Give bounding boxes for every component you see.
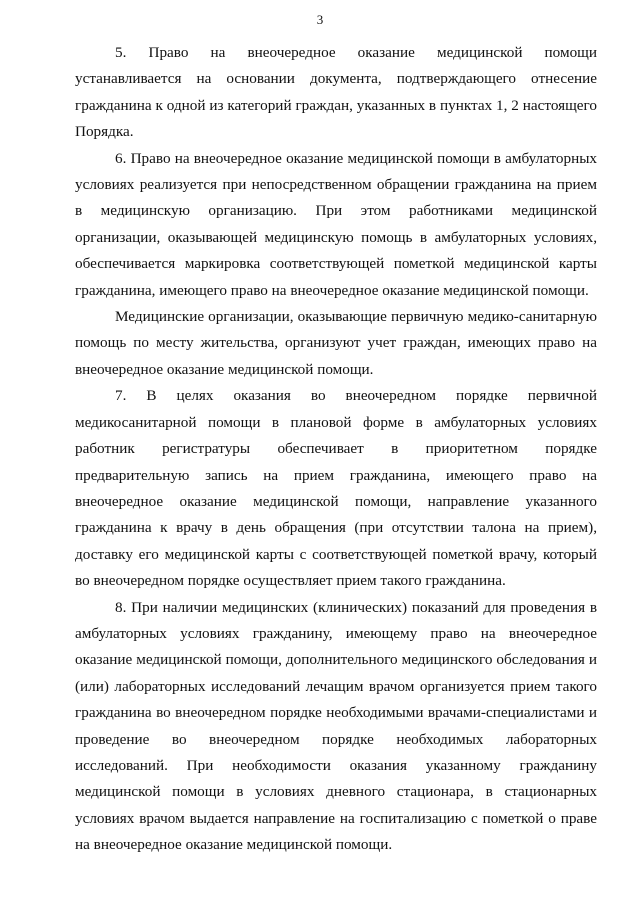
page-number: 3	[316, 12, 324, 27]
paragraph-item-7: 7. В целях оказания во внеочередном порядке первичной медикосанитарной помощи в плановой форме в амбулаторных условиях работник регистратуры обеспечивает в приоритетном порядке предварительную запись на прием гражданина, имеющего право на внеочередное оказание медицинской помощи, направление указанного гражданина к врачу в день обращения (при отсутствии талона на прием), доставку его медицинской карты с соответствующей пометкой врачу, который во внеочередном порядке осуществляет прием такого гражданина.	[75, 387, 597, 590]
paragraph-item-6: 6. Право на внеочередное оказание медицинской помощи в амбулаторных условиях реализуется при непосредственном обращении гражданина на прием в медицинскую организацию. При этом работниками медицинской организации, оказывающей медицинскую помощь в амбулаторных условиях, обеспечивается маркировка соответствующей пометкой медицинской карты гражданина, имеющего право на внеочередное оказание медицинской помощи.	[75, 149, 597, 299]
document-body	[75, 40, 597, 859]
paragraph-item-8: 8. При наличии медицинских (клинических) показаний для проведения в амбулаторных условиях гражданину, имеющему право на внеочередное оказание медицинской помощи, дополнительного медицинского обследования и (или) лабораторных исследований лечащим врачом организуется прием такого гражданина во внеочередном порядке необходимыми врачами-специалистами и проведение во внеочередном порядке необходимых лабораторных исследований. При необходимости оказания указанному гражданину медицинской помощи в условиях дневного стационара, в стационарных условиях врачом выдается направление на госпитализацию с пометкой о праве на внеочередное оказание медицинской помощи.	[75, 598, 597, 854]
paragraph-medical-organizations: Медицинские организации, оказывающие первичную медико-санитарную помощь по месту жительства, организуют учет граждан, имеющих право на внеочередное оказание медицинской помощи.	[75, 308, 597, 378]
paragraph-item-5: 5. Право на внеочередное оказание медицинской помощи устанавливается на основании документа, подтверждающего отнесение гражданина к одной из категорий граждан, указанных в пунктах 1, 2 настоящего Порядка.	[75, 44, 597, 141]
